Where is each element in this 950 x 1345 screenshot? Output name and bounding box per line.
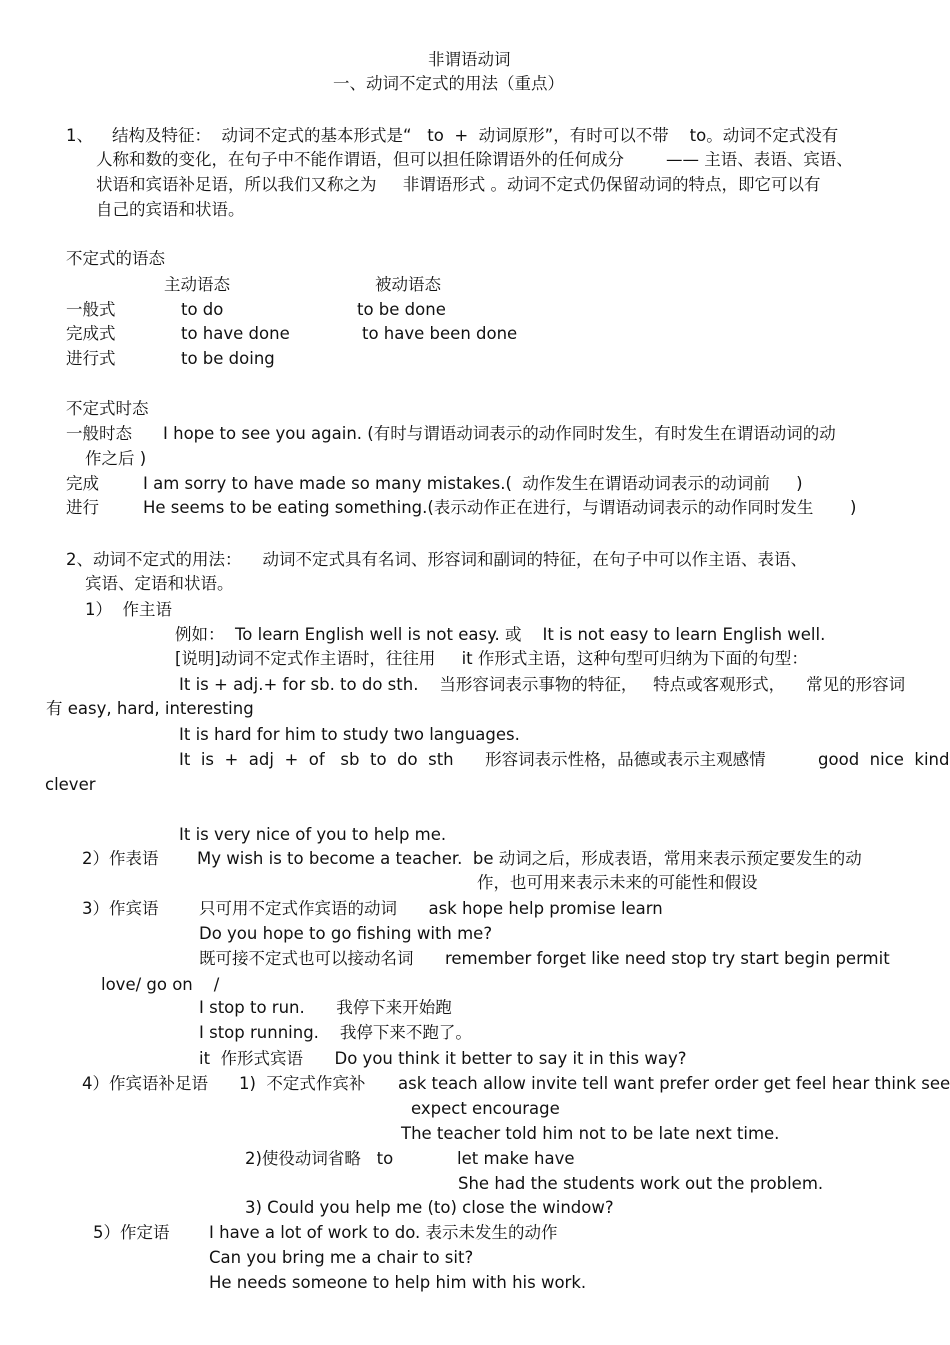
subsection-heading: 2）作表语 bbox=[82, 849, 159, 868]
voice-row-active: to be doing bbox=[181, 349, 275, 368]
example-line: It is hard for him to study two languages. bbox=[179, 725, 520, 744]
section1-line: 状语和宾语补足语，所以我们又称之为 非谓语形式 。动词不定式仍保留动词的特点，即它可以有 bbox=[96, 175, 821, 194]
tense-row-text: I hope to see you again. (有时与谓语动词表示的动作同时发生，有时发生在谓语动词的动 bbox=[163, 424, 836, 443]
example-line: It is very nice of you to help me. bbox=[179, 825, 447, 844]
voice-row-passive: to have been done bbox=[362, 324, 518, 343]
example-line: 作，也可用来表示未来的可能性和假设 bbox=[477, 873, 758, 892]
subsection-heading: 1） 作主语 bbox=[85, 600, 172, 619]
tense-row-label: 进行 bbox=[66, 498, 99, 517]
voice-row-active: to do bbox=[181, 300, 224, 319]
pattern-line: 有 easy, hard, interesting bbox=[46, 699, 254, 718]
sub-item-label: 2)使役动词省略 to bbox=[245, 1149, 394, 1168]
voice-row-active: to have done bbox=[181, 324, 290, 343]
sub-item-label: 3) Could you help me (to) close the window? bbox=[245, 1198, 614, 1217]
pattern-line: It is + adj + of sb to do sth 形容词表示性格，品德或表示主观感情 good nice kind bbox=[179, 750, 950, 769]
subsection-heading: 5）作定语 bbox=[93, 1223, 170, 1242]
tense-heading: 不定式时态 bbox=[66, 399, 149, 418]
example-line: Do you hope to go fishing with me? bbox=[199, 924, 493, 943]
example-line: He needs someone to help him with his work. bbox=[209, 1273, 587, 1292]
tense-row-label: 完成 bbox=[66, 474, 99, 493]
section2-line: 2、动词不定式的用法： 动词不定式具有名词、形容词和副词的特征，在句子中可以作主语、表语、 bbox=[66, 550, 807, 569]
subsection-heading: 3）作宾语 bbox=[82, 899, 159, 918]
verb-list-line: love/ go on / bbox=[101, 975, 220, 994]
verb-list-line: 既可接不定式也可以接动名词 remember forget like need stop try start begin permit bbox=[199, 949, 890, 968]
voice-col-passive: 被动语态 bbox=[375, 275, 441, 294]
note-line: [说明]动词不定式作主语时，往往用 it 作形式主语，这种句型可归纳为下面的句型： bbox=[175, 649, 808, 668]
verb-list-line: 只可用不定式作宾语的动词 ask hope help promise learn bbox=[199, 899, 663, 918]
example-line: 例如： To learn English well is not easy. 或 It is not easy to learn English well. bbox=[175, 625, 826, 644]
voice-row-passive: to be done bbox=[357, 300, 446, 319]
sub-item-label: 1) 不定式作宾补 bbox=[239, 1074, 366, 1093]
voice-col-active: 主动语态 bbox=[164, 275, 230, 294]
section1-line: 自己的宾语和状语。 bbox=[96, 200, 245, 219]
voice-row-label: 进行式 bbox=[66, 349, 116, 368]
subsection-heading: 4）作宾语补足语 bbox=[82, 1074, 208, 1093]
example-line: I stop running. 我停下来不跑了。 bbox=[199, 1023, 472, 1042]
voice-row-label: 一般式 bbox=[66, 300, 116, 319]
pattern-line: It is + adj.+ for sb. to do sth. 当形容词表示事物的特征， 特点或客观形式， 常见的形容词 bbox=[179, 675, 906, 694]
section1-line: 结构及特征： 动词不定式的基本形式是“ to + 动词原形”，有时可以不带 to。动词不定式没有 bbox=[112, 126, 839, 145]
section2-line: 宾语、定语和状语。 bbox=[85, 574, 234, 593]
pattern-line: clever bbox=[45, 775, 96, 794]
example-line: I have a lot of work to do. 表示未发生的动作 bbox=[209, 1223, 558, 1242]
voice-heading: 不定式的语态 bbox=[66, 249, 165, 268]
verb-list-line: let make have bbox=[457, 1149, 575, 1168]
example-line: Can you bring me a chair to sit? bbox=[209, 1248, 474, 1267]
example-line: She had the students work out the problem. bbox=[458, 1174, 824, 1193]
tense-row-text: He seems to be eating something.(表示动作正在进行，与谓语动词表示的动作同时发生 ) bbox=[143, 498, 857, 517]
section1-number: 1、 bbox=[66, 126, 93, 145]
example-line: I stop to run. 我停下来开始跑 bbox=[199, 998, 452, 1017]
example-line: it 作形式宾语 Do you think it better to say it in this way? bbox=[199, 1049, 687, 1068]
verb-list-line: expect encourage bbox=[411, 1099, 560, 1118]
verb-list-line: ask teach allow invite tell want prefer order get feel hear think see bbox=[398, 1074, 950, 1093]
voice-row-label: 完成式 bbox=[66, 324, 116, 343]
example-line: The teacher told him not to be late next time. bbox=[401, 1124, 780, 1143]
example-line: My wish is to become a teacher. be 动词之后，形成表语，常用来表示预定要发生的动 bbox=[197, 849, 862, 868]
tense-row-text: I am sorry to have made so many mistakes.( 动作发生在谓语动词表示的动词前 ) bbox=[143, 474, 803, 493]
tense-row-text: 作之后 ) bbox=[85, 449, 147, 468]
page-subtitle: 一、动词不定式的用法（重点） bbox=[333, 74, 564, 93]
page-title: 非谓语动词 bbox=[428, 50, 511, 69]
section1-line: 人称和数的变化，在句子中不能作谓语，但可以担任除谓语外的任何成分 —— 主语、表语、宾语、 bbox=[96, 150, 853, 169]
tense-row-label: 一般时态 bbox=[66, 424, 132, 443]
